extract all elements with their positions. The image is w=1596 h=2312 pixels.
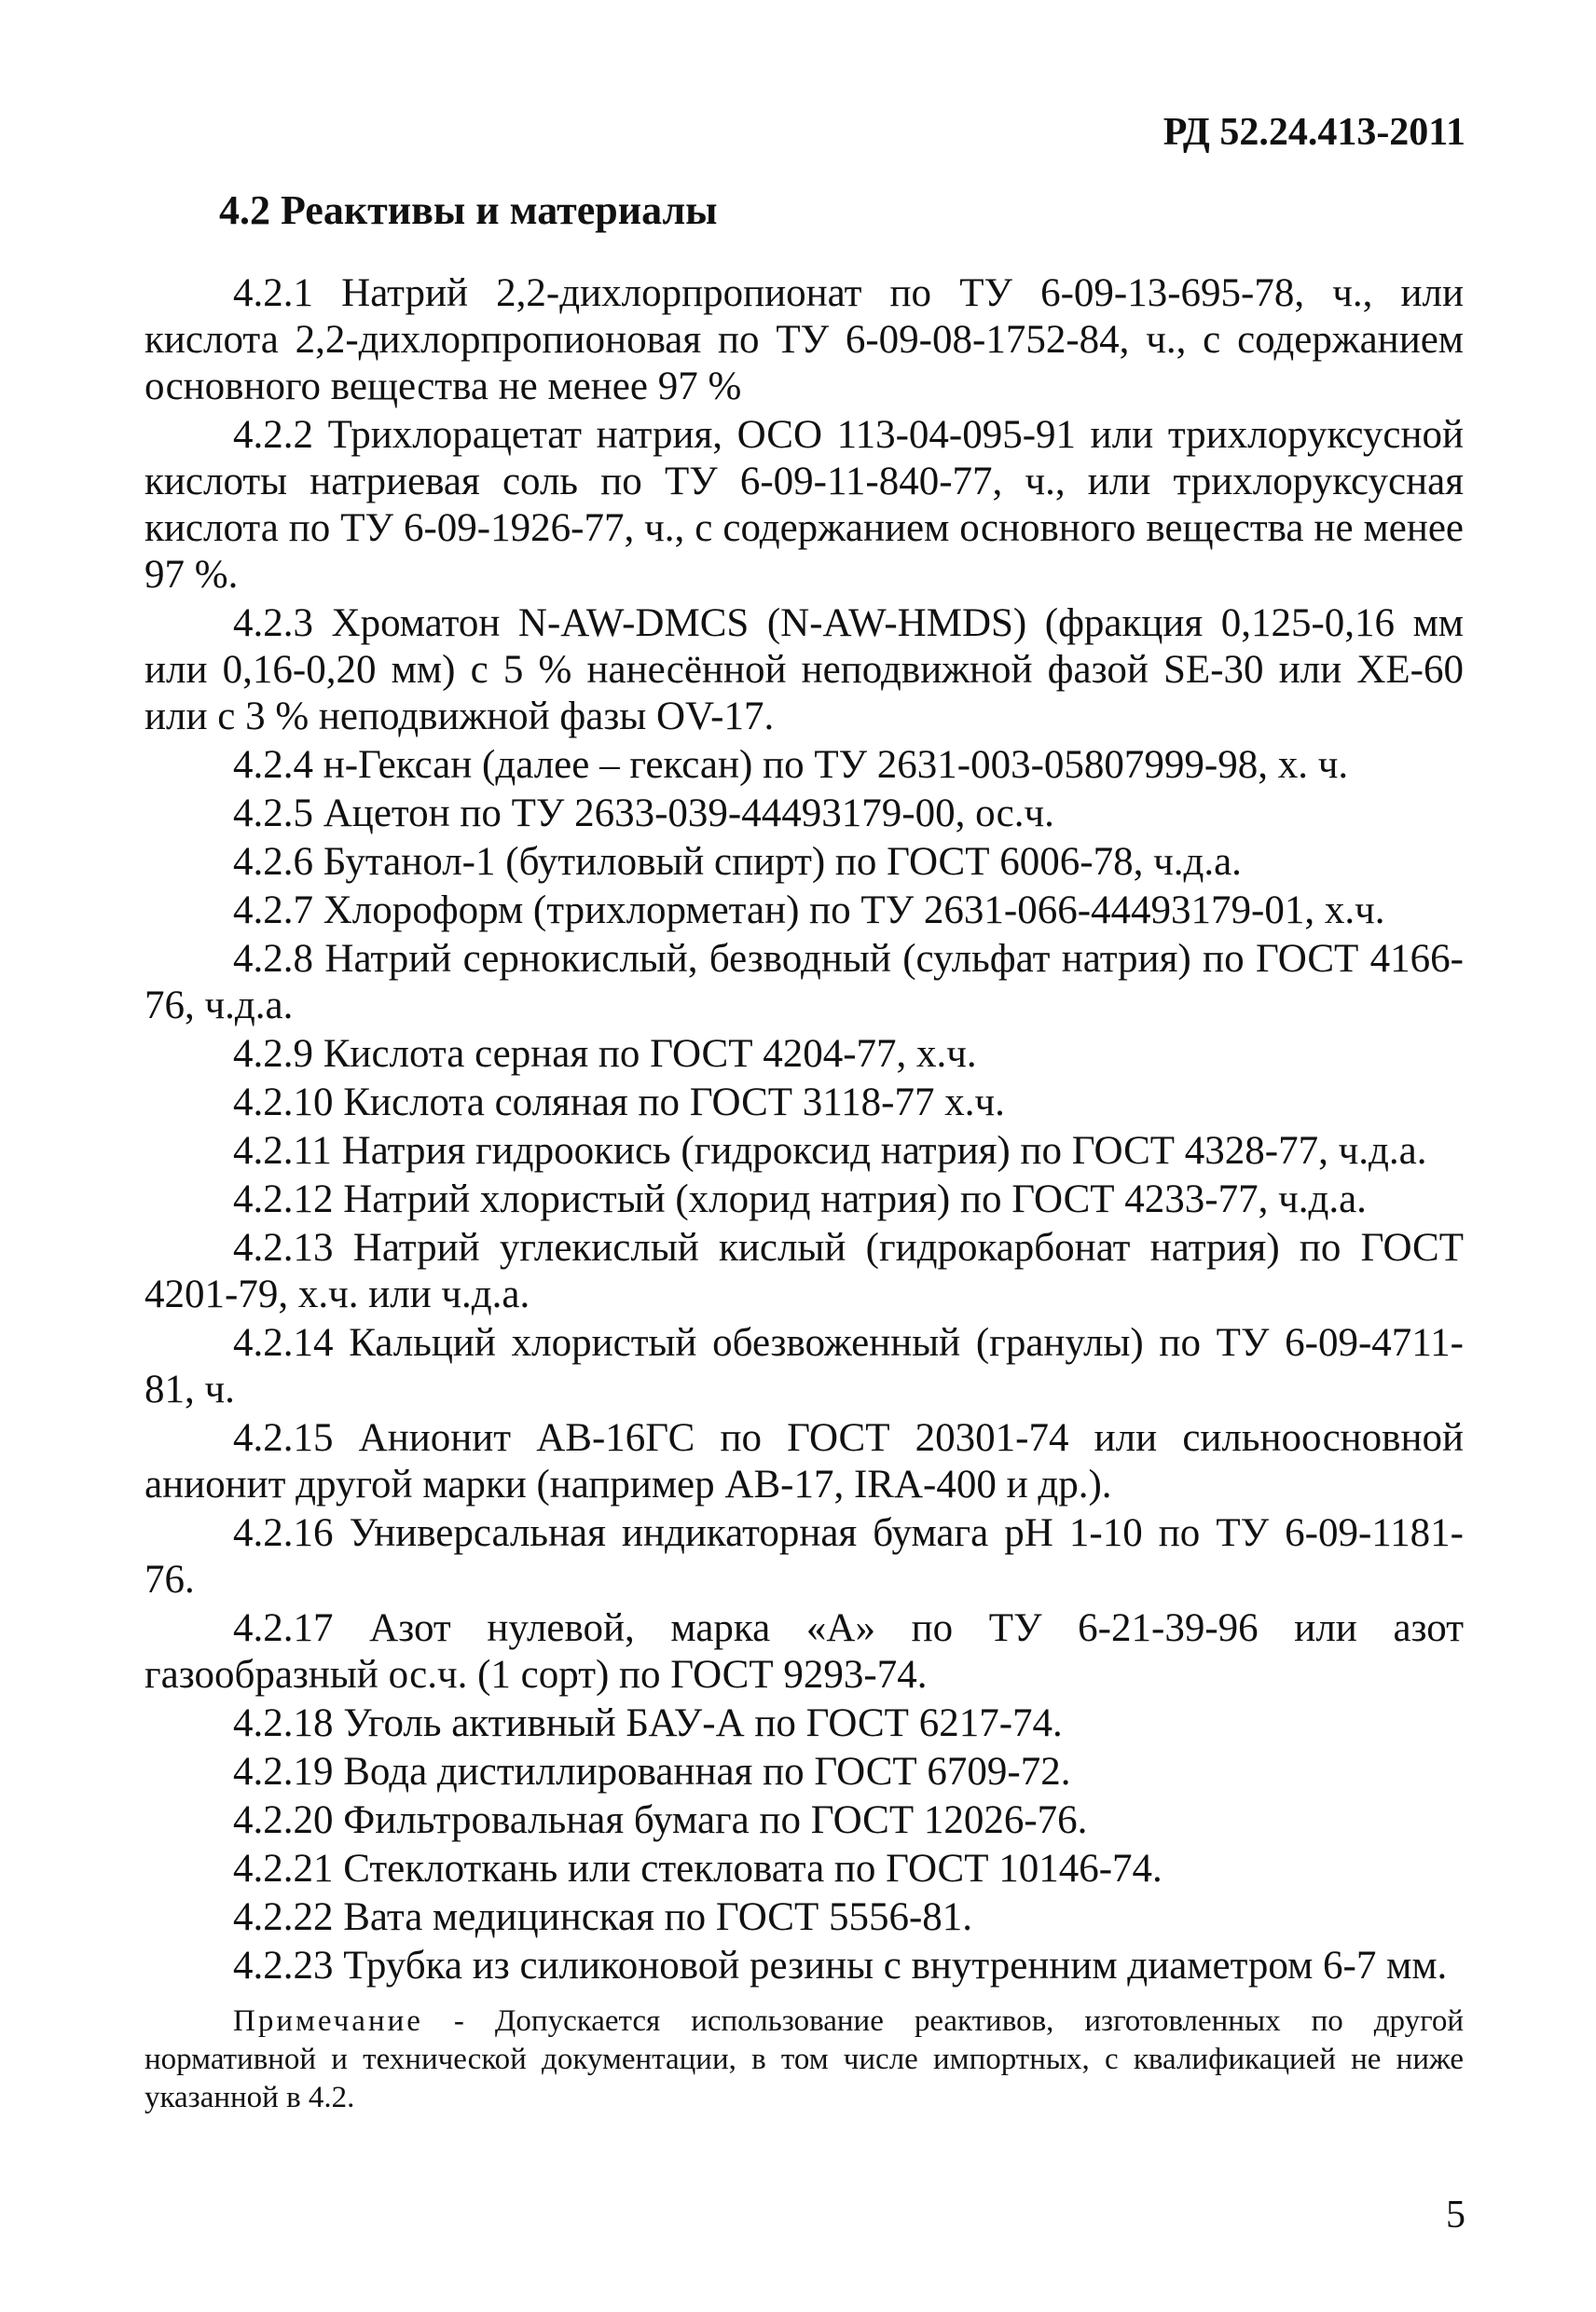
- list-item: 4.2.15 Анионит АВ-16ГС по ГОСТ 20301-74 или сильноосновной анионит другой марки (например АВ-17, IRA-400 и др.).: [144, 1416, 1464, 1507]
- list-item: 4.2.11 Натрия гидроокись (гидроксид натрия) по ГОСТ 4328-77, ч.д.а.: [233, 1129, 1427, 1173]
- list-item: 4.2.8 Натрий сернокислый, безводный (сульфат натрия) по ГОСТ 4166-76, ч.д.а.: [144, 937, 1464, 1027]
- note-paragraph: [144, 2002, 1464, 2117]
- list-item: 4.2.2 Трихлорацетат натрия, ОСО 113-04-095-91 или трихлоруксусной кислоты натриевая соль по ТУ 6-09-11-840-77, ч., или трихлоруксусная кислота по ТУ 6-09-1926-77, ч., с содержанием основного вещества не менее 97 %.: [144, 413, 1464, 597]
- list-item: 4.2.13 Натрий углекислый кислый (гидрокарбонат натрия) по ГОСТ 4201-79, х.ч. или ч.д.а.: [144, 1226, 1464, 1316]
- list-item: 4.2.3 Хроматон N-AW-DMCS (N-AW-HMDS) (фракция 0,125-0,16 мм или 0,16-0,20 мм) с 5 % нанесённой неподвижной фазой SE-30 или XE-60 или с 3 % неподвижной фазы OV-17.: [144, 601, 1464, 738]
- list-item: 4.2.20 Фильтровальная бумага по ГОСТ 12026-76.: [233, 1798, 1088, 1842]
- document-code: РД 52.24.413-2011: [1163, 111, 1465, 154]
- list-item: 4.2.23 Трубка из силиконовой резины с внутренним диаметром 6-7 мм.: [233, 1944, 1448, 1988]
- note-text: - Допускается использование реактивов, изготовленных по другой нормативной и технической документации, в том числе импортных, с квалификацией не ниже указанной в 4.2.: [144, 2004, 1464, 2114]
- list-item: 4.2.1 Натрий 2,2-дихлорпропионат по ТУ 6-09-13-695-78, ч., или кислота 2,2-дихлорпропионовая по ТУ 6-09-08-1752-84, ч., с содержанием основного вещества не менее 97 %: [144, 271, 1464, 408]
- list-item: 4.2.16 Универсальная индикаторная бумага рН 1-10 по ТУ 6-09-1181-76.: [144, 1511, 1464, 1602]
- list-item: 4.2.5 Ацетон по ТУ 2633-039-44493179-00, ос.ч.: [233, 791, 1054, 835]
- note-label: Примечание: [233, 2004, 423, 2038]
- list-item: 4.2.22 Вата медицинская по ГОСТ 5556-81.: [233, 1895, 973, 1939]
- list-item: 4.2.18 Уголь активный БАУ-А по ГОСТ 6217-74.: [233, 1701, 1063, 1745]
- list-item: 4.2.7 Хлороформ (трихлорметан) по ТУ 2631-066-44493179-01, х.ч.: [233, 888, 1385, 932]
- section-content: [144, 270, 1464, 2148]
- list-item: 4.2.9 Кислота серная по ГОСТ 4204-77, х.ч.: [233, 1032, 977, 1076]
- list-item: 4.2.17 Азот нулевой, марка «А» по ТУ 6-21-39-96 или азот газообразный ос.ч. (1 сорт) по ГОСТ 9293-74.: [144, 1606, 1464, 1697]
- list-item: 4.2.21 Стеклоткань или стекловата по ГОСТ 10146-74.: [233, 1847, 1163, 1891]
- list-item: 4.2.19 Вода дистиллированная по ГОСТ 6709-72.: [233, 1750, 1071, 1794]
- list-item: 4.2.6 Бутанол-1 (бутиловый спирт) по ГОСТ 6006-78, ч.д.а.: [233, 840, 1242, 884]
- section-heading: 4.2 Реактивы и материалы: [219, 187, 718, 233]
- list-item: 4.2.14 Кальций хлористый обезвоженный (гранулы) по ТУ 6-09-4711-81, ч.: [144, 1321, 1464, 1411]
- list-item: 4.2.10 Кислота соляная по ГОСТ 3118-77 х.ч.: [233, 1080, 1005, 1124]
- list-item: 4.2.4 н-Гексан (далее – гексан) по ТУ 2631-003-05807999-98, х. ч.: [233, 743, 1349, 787]
- page-number: 5: [1446, 2194, 1465, 2236]
- list-item: 4.2.12 Натрий хлористый (хлорид натрия) по ГОСТ 4233-77, ч.д.а.: [233, 1177, 1367, 1221]
